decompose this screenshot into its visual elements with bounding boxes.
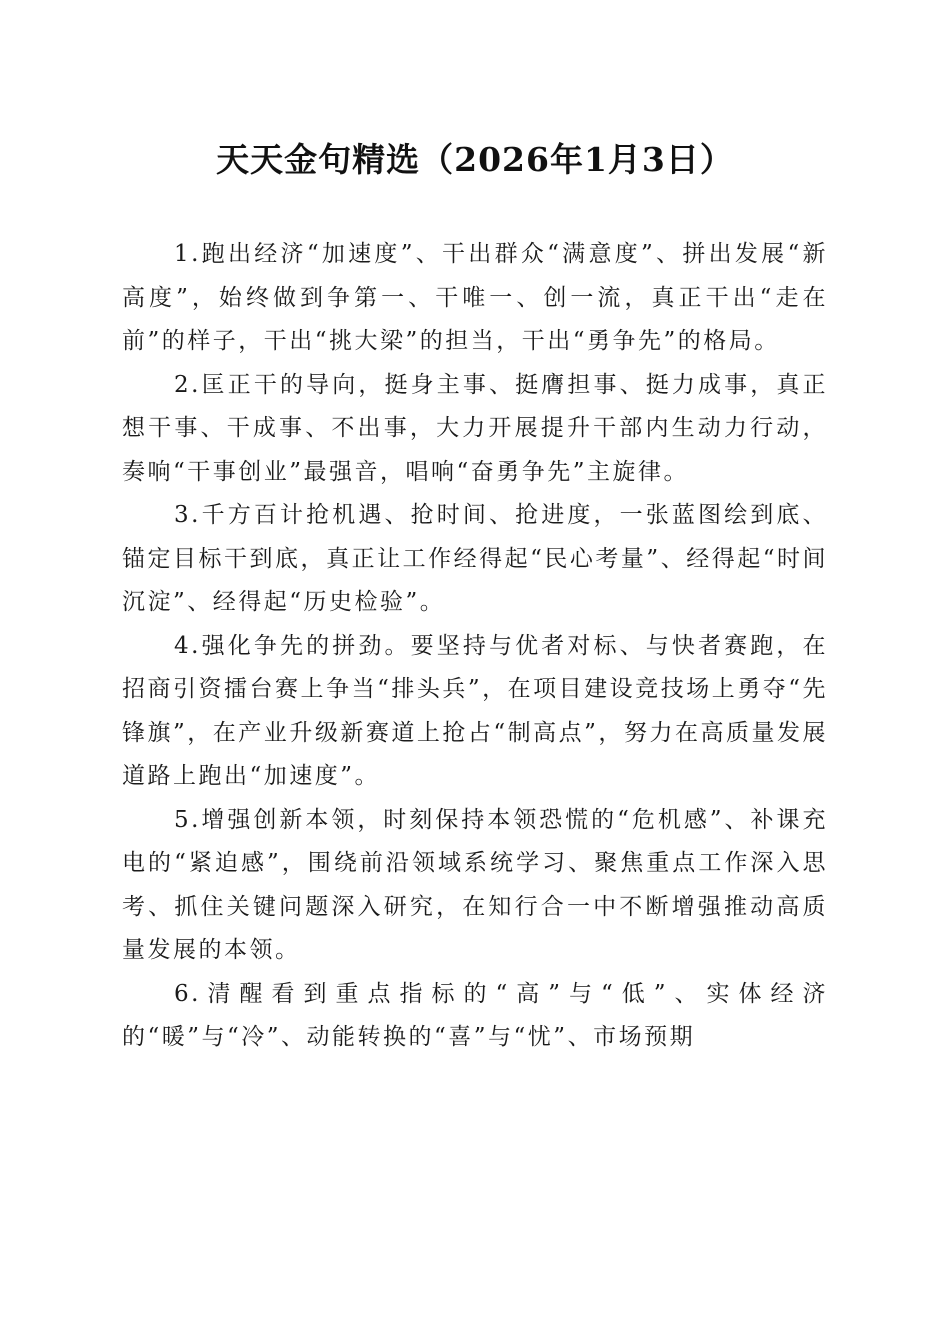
paragraph-4: 4.强化争先的拼劲。要坚持与优者对标、与快者赛跑，在招商引资擂台赛上争当“排头兵”，在项目建设竞技场上勇夺“先锋旗”，在产业升级新赛道上抢占“制高点”，努力在高质量发展道路上跑出“加速度”。	[122, 632, 828, 789]
paragraph-5: 5.增强创新本领，时刻保持本领恐慌的“危机感”、补课充电的“紧迫感”，围绕前沿领域系统学习、聚焦重点工作深入思考、抓住关键问题深入研究，在知行合一中不断增强推动高质量发展的本领。	[122, 806, 828, 963]
paragraph-1: 1.跑出经济“加速度”、干出群众“满意度”、拼出发展“新高度”，始终做到争第一、干唯一、创一流，真正干出“走在前”的样子，干出“挑大梁”的担当，干出“勇争先”的格局。	[122, 241, 828, 354]
document-title: 天天金句精选（2026年1月3日）	[216, 140, 734, 179]
paragraph-3: 3.千方百计抢机遇、抢时间、抢进度，一张蓝图绘到底、锚定目标干到底，真正让工作经得起“民心考量”、经得起“时间沉淀”、经得起“历史检验”。	[122, 502, 828, 615]
document-body	[122, 233, 828, 1060]
paragraph-6: 6.清醒看到重点指标的“高”与“低”、实体经济的“暖”与“冷”、动能转换的“喜”与“忧”、市场预期	[122, 980, 828, 1050]
paragraph-2: 2.匡正干的导向，挺身主事、挺膺担事、挺力成事，真正想干事、干成事、不出事，大力开展提升干部内生动力行动，奏响“干事创业”最强音，唱响“奋勇争先”主旋律。	[122, 371, 828, 485]
